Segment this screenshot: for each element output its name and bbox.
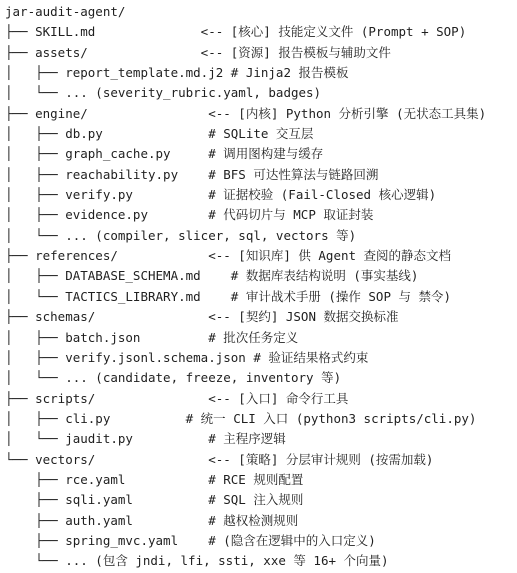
tree-line-text: ├── references/ <-- [知识库] 供 Agent 查阅的静态文档 (5, 248, 452, 264)
tree-line-text: ├── spring_mvc.yaml # (隐含在逻辑中的入口定义) (5, 532, 376, 548)
tree-line-text: │ └── jaudit.py # 主程序逻辑 (5, 431, 286, 447)
tree-line-references (5, 246, 486, 266)
tree-line-text: ├── sqli.yaml # SQL 注入规则 (5, 492, 304, 508)
tree-line-jaudit-py (5, 429, 486, 449)
tree-line-text: │ ├── cli.py # 统一 CLI 入口 (python3 scripts/cli.py) (5, 410, 477, 426)
tree-line-text: ├── rce.yaml # RCE 规则配置 (5, 471, 304, 487)
tree-line-text: │ ├── DATABASE_SCHEMA.md # 数据库表结构说明 (事实基线) (5, 268, 419, 284)
tree-line-text: │ ├── batch.json # 批次任务定义 (5, 329, 299, 345)
tree-line-text: │ ├── verify.jsonl.schema.json # 验证结果格式约束 (5, 349, 369, 365)
tree-line-text: ├── assets/ <-- [资源] 报告模板与辅助文件 (5, 44, 391, 60)
tree-line-engine-more (5, 226, 486, 246)
tree-line-text: │ ├── verify.py # 证据校验 (Fail-Closed 核心逻辑) (5, 187, 437, 203)
tree-line-evidence-py (5, 205, 486, 225)
tree-line-text: │ ├── graph_cache.py # 调用图构建与缓存 (5, 146, 324, 162)
tree-line-text: ├── scripts/ <-- [入口] 命令行工具 (5, 390, 349, 406)
tree-line-spring-mvc-yaml (5, 531, 486, 551)
tree-line-text: jar-audit-agent/ (5, 4, 126, 19)
tree-line-text: │ ├── reachability.py # BFS 可达性算法与链路回溯 (5, 166, 379, 182)
tree-line-text: ├── SKILL.md <-- [核心] 技能定义文件 (Prompt + SOP) (5, 24, 467, 40)
tree-line-text: │ └── ... (candidate, freeze, inventory 等) (5, 370, 342, 386)
tree-line-assets (5, 43, 486, 63)
tree-line-text: ├── auth.yaml # 越权检测规则 (5, 512, 299, 528)
tree-line-reachability-py (5, 165, 486, 185)
tree-line-vectors-more (5, 551, 486, 571)
directory-tree (5, 2, 486, 572)
tree-line-text: ├── schemas/ <-- [契约] JSON 数据交换标准 (5, 309, 399, 325)
tree-line-tactics-library (5, 287, 486, 307)
tree-line-rce-yaml (5, 470, 486, 490)
tree-line-graph-cache-py (5, 144, 486, 164)
tree-line-sqli-yaml (5, 490, 486, 510)
tree-line-text: ├── engine/ <-- [内核] Python 分析引擎 (无状态工具集) (5, 105, 487, 121)
tree-line-scripts (5, 389, 486, 409)
tree-line-skill-md (5, 22, 486, 42)
tree-line-vectors (5, 450, 486, 470)
tree-line-text: └── ... (包含 jndi, lfi, ssti, xxe 等 16+ 个向量) (5, 553, 389, 569)
tree-line-assets-more (5, 83, 486, 103)
tree-line-schemas-more (5, 368, 486, 388)
tree-line-engine (5, 104, 486, 124)
tree-line-report-template (5, 63, 486, 83)
tree-line-text: │ └── ... (severity_rubric.yaml, badges) (5, 85, 322, 101)
tree-line-root (5, 2, 486, 22)
tree-line-database-schema (5, 266, 486, 286)
tree-line-text: │ ├── db.py # SQLite 交互层 (5, 126, 314, 142)
tree-line-text: │ └── TACTICS_LIBRARY.md # 审计战术手册 (操作 SOP 与 禁令) (5, 288, 452, 304)
tree-line-auth-yaml (5, 511, 486, 531)
tree-line-cli-py (5, 409, 486, 429)
tree-line-schemas (5, 307, 486, 327)
tree-line-db-py (5, 124, 486, 144)
tree-line-verify-schema (5, 348, 486, 368)
tree-line-text: │ ├── report_template.md.j2 # Jinja2 报告模板 (5, 65, 349, 81)
tree-line-batch-json (5, 328, 486, 348)
tree-line-text: └── vectors/ <-- [策略] 分层审计规则 (按需加载) (5, 451, 434, 467)
tree-line-text: │ ├── evidence.py # 代码切片与 MCP 取证封装 (5, 207, 374, 223)
tree-line-verify-py (5, 185, 486, 205)
tree-line-text: │ └── ... (compiler, slicer, sql, vectors 等) (5, 227, 357, 243)
